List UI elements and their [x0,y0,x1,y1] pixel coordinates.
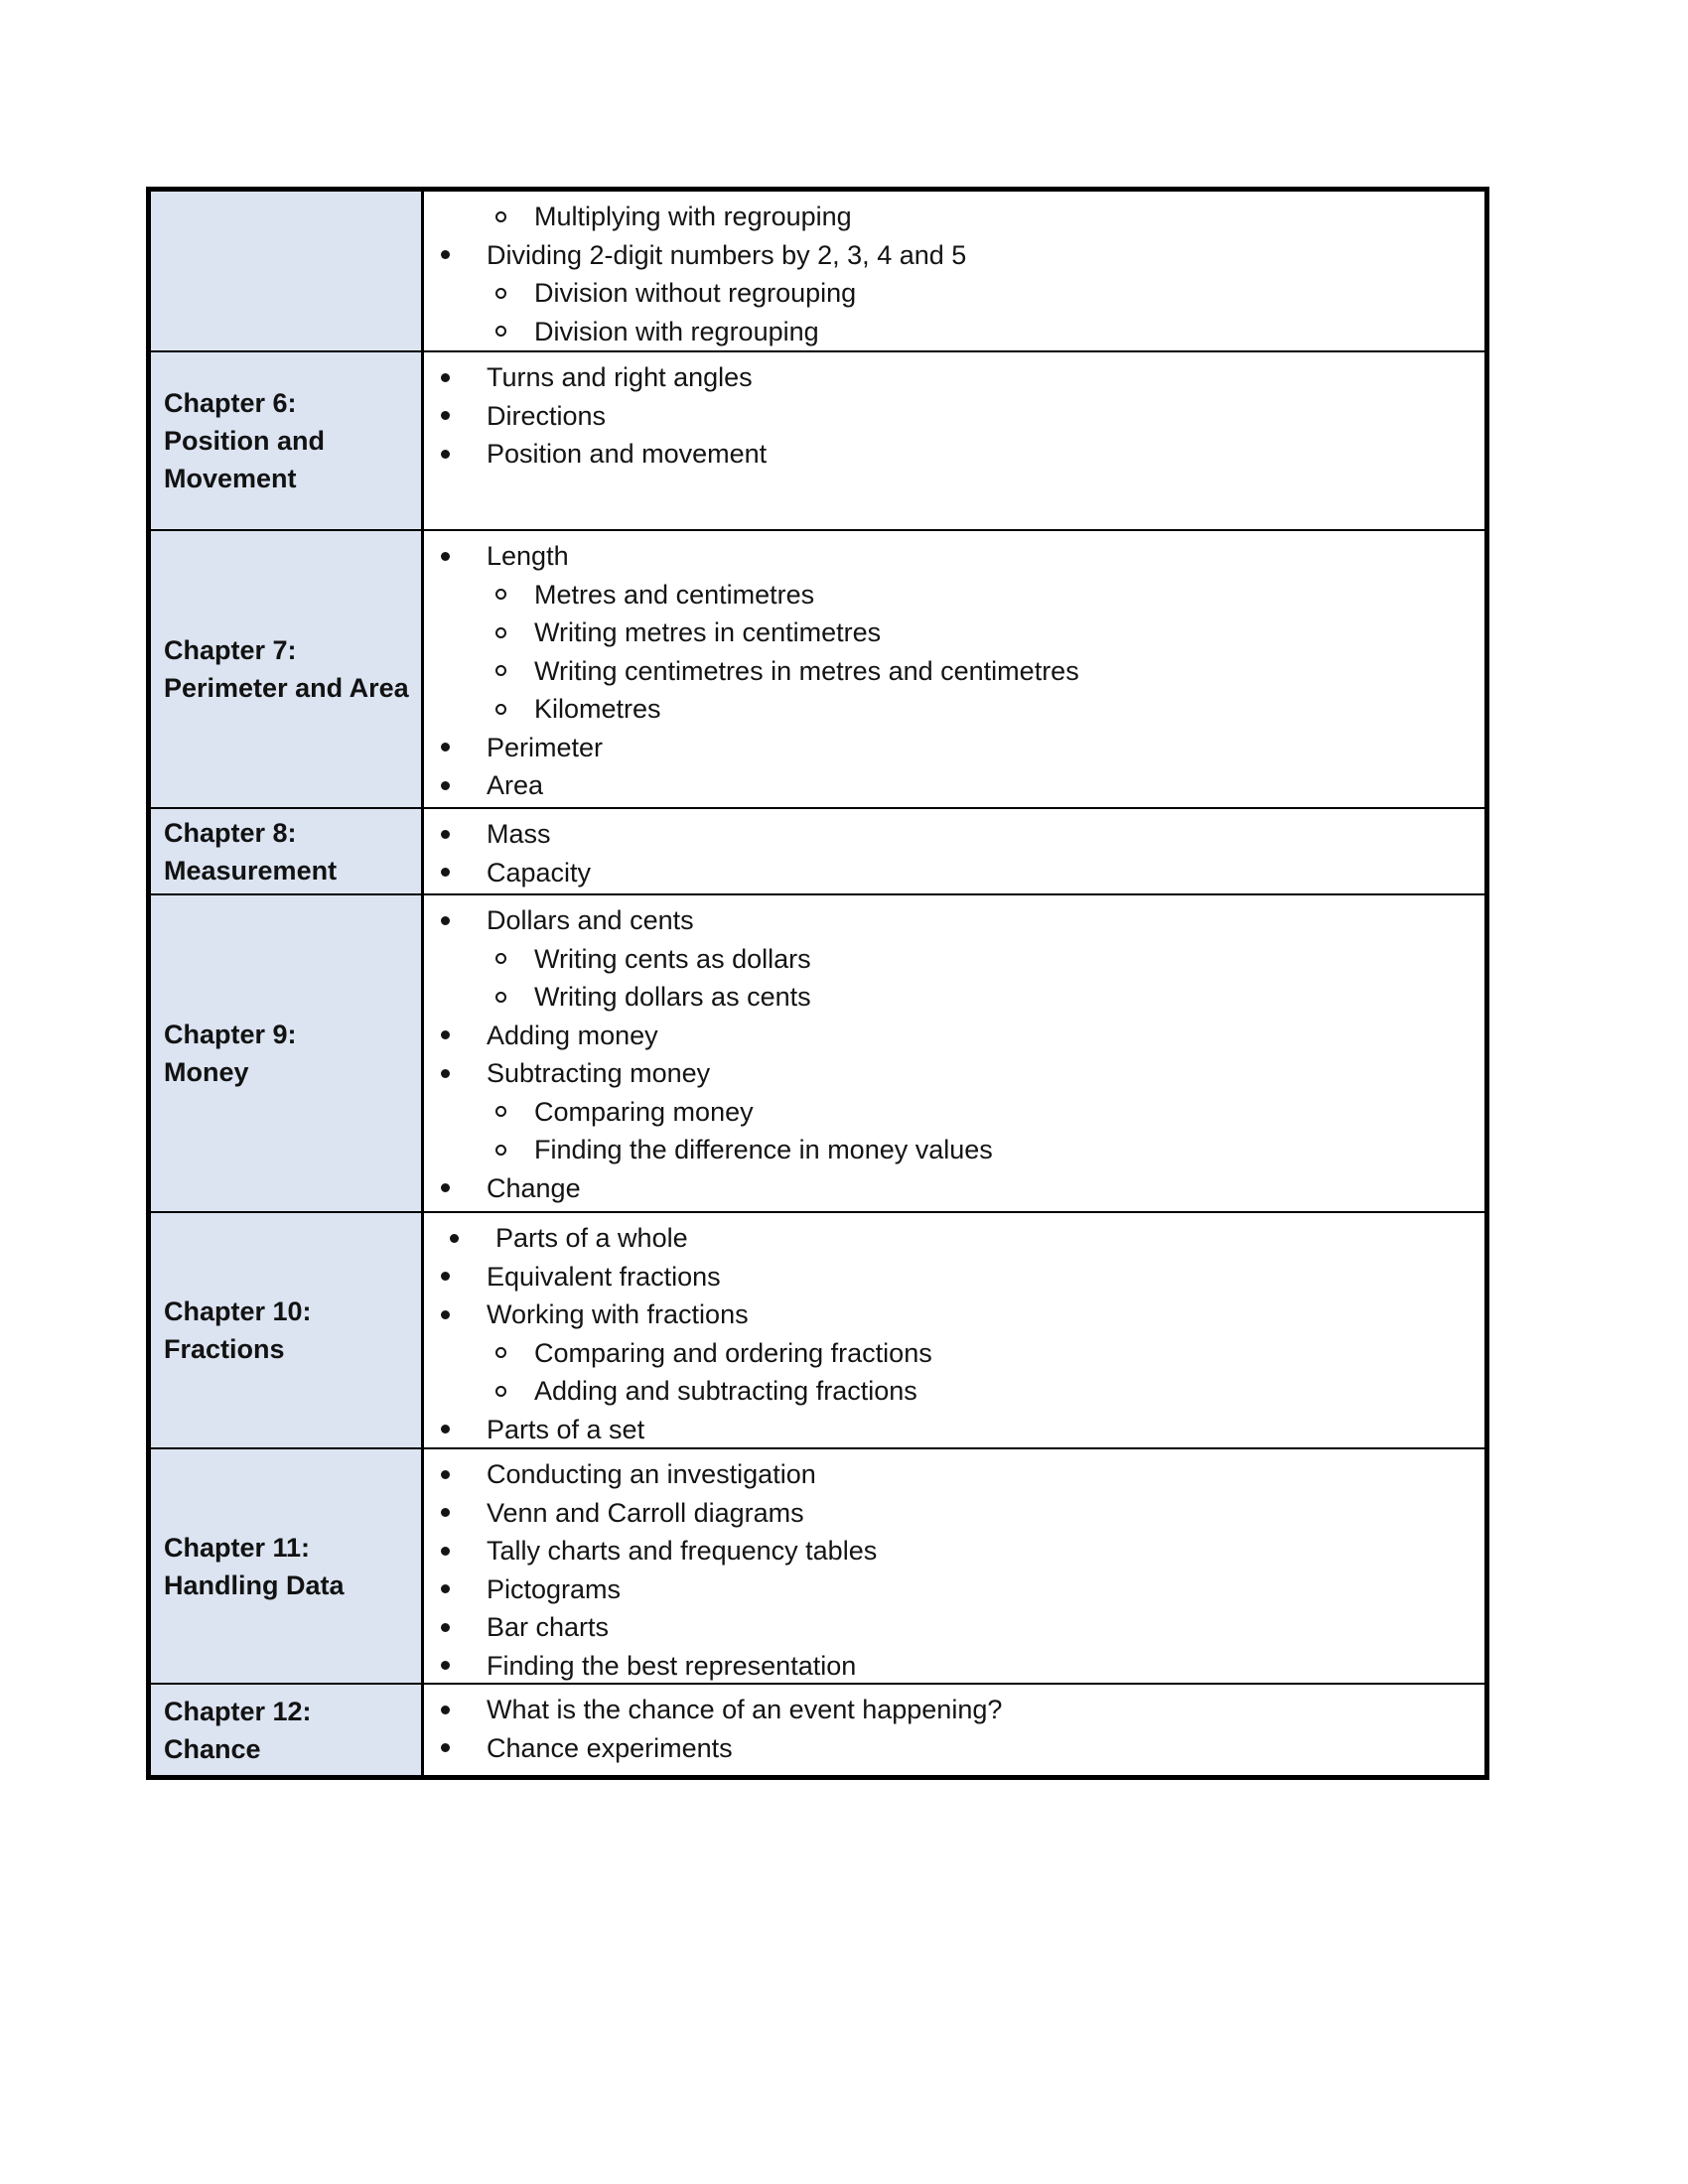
chapter-cell [151,809,424,893]
table-row [151,807,1484,893]
topic-item [424,766,1475,805]
table-row [151,192,1484,350]
topic-item [424,1017,1475,1055]
topic-text: Equivalent fractions [487,1261,721,1292]
topic-item [424,397,1475,436]
topic-text: Parts of a set [487,1414,645,1444]
chapter-cell [151,895,424,1211]
bullet-circle-icon [495,1131,534,1169]
topic-text: Directions [487,400,607,431]
topic-text: Writing centimetres in metres and centimetres [534,655,1079,686]
topic-item [424,274,1475,313]
topic-text: Subtracting money [487,1058,711,1088]
topic-text: Change [487,1172,581,1203]
chapter-number: Chapter 12: [164,1696,312,1726]
topic-text: What is the chance of an event happening? [487,1695,1003,1724]
bullet-circle-icon [495,1372,534,1411]
bullet-dot-icon [441,358,487,397]
bullet-dot-icon [441,1455,487,1494]
topic-item [424,1334,1475,1373]
bullet-dot-icon [441,537,487,576]
topic-item [424,1296,1475,1334]
chapter-title: Money [164,1057,249,1087]
topic-text: Finding the difference in money values [534,1135,993,1164]
chapter-title: Fractions [164,1334,285,1364]
chapter-title: Handling Data [164,1570,345,1600]
topic-text: Venn and Carroll diagrams [487,1497,804,1528]
bullet-dot-icon [441,1532,487,1570]
bullet-dot-icon [441,1691,487,1729]
bullet-dot-icon [441,1494,487,1533]
topic-item [424,358,1475,397]
topic-item [424,901,1475,940]
chapter-cell [151,1449,424,1683]
topic-text: Conducting an investigation [487,1459,816,1489]
topic-item [424,614,1475,652]
topic-item [424,815,1475,854]
chapter-number: Chapter 8: [164,817,297,848]
topic-item [424,1647,1475,1684]
topic-item [424,1054,1475,1093]
topic-text: Adding money [487,1020,658,1050]
topic-text: Capacity [487,857,592,887]
topic-text: Adding and subtracting fractions [534,1376,917,1406]
topic-text: Dollars and cents [487,905,694,935]
bullet-dot-icon [441,1570,487,1609]
topic-text: Tally charts and frequency tables [487,1536,878,1566]
topic-item [424,1691,1475,1729]
table-row [151,529,1484,807]
bullet-circle-icon [495,940,534,979]
topic-text: Kilometres [534,694,661,724]
chapter-cell [151,531,424,807]
topic-text: Division with regrouping [534,316,819,346]
bullet-dot-icon [441,397,487,436]
topics-cell [424,1449,1484,1683]
topic-text: Dividing 2-digit numbers by 2, 3, 4 and 5 [487,239,967,270]
topic-item [424,435,1475,474]
topics-cell [424,809,1484,893]
chapter-number: Chapter 7: [164,635,297,665]
topic-item [424,1455,1475,1494]
bullet-dot-icon [441,1608,487,1647]
bullet-dot-icon [441,1296,487,1334]
chapter-title: Position and Movement [164,426,325,493]
topics-cell [424,895,1484,1211]
bullet-circle-icon [495,614,534,652]
topic-text: Finding the best representation [487,1650,857,1681]
topic-item [424,729,1475,767]
bullet-dot-icon [450,1219,495,1258]
chapter-cell [151,352,424,529]
topic-text: Area [487,770,544,800]
bullet-circle-icon [495,1334,534,1373]
topic-text: Writing metres in centimetres [534,617,882,647]
topic-item [424,1093,1475,1132]
topic-text: Writing dollars as cents [534,982,811,1012]
chapter-number: Chapter 10: [164,1297,312,1326]
topic-text: Working with fractions [487,1299,749,1329]
topic-item [424,1570,1475,1609]
topic-text: Turns and right angles [487,362,753,392]
topic-item [424,1411,1475,1448]
topic-text: Pictograms [487,1573,622,1604]
table-row [151,350,1484,529]
bullet-dot-icon [441,901,487,940]
bullet-dot-icon [441,1647,487,1684]
topic-item [424,236,1475,275]
topic-item [424,1169,1475,1208]
bullet-circle-icon [495,978,534,1017]
bullet-dot-icon [441,1054,487,1093]
topic-item [424,978,1475,1017]
chapter-title: Chance [164,1733,261,1764]
bullet-dot-icon [441,1729,487,1768]
topic-item [424,1494,1475,1533]
table-row [151,1447,1484,1683]
topic-item [424,652,1475,691]
bullet-dot-icon [441,236,487,275]
topics-cell [424,352,1484,529]
bullet-dot-icon [441,1017,487,1055]
topics-cell [424,1213,1484,1447]
bullet-circle-icon [495,652,534,691]
bullet-dot-icon [441,1258,487,1297]
table-row [151,1683,1484,1775]
topics-cell [424,192,1484,350]
topic-text: Division without regrouping [534,278,857,308]
topic-item [424,537,1475,576]
bullet-dot-icon [441,1411,487,1448]
table-row [151,893,1484,1211]
chapter-title: Measurement [164,855,338,886]
topics-cell [424,1685,1484,1775]
chapter-number: Chapter 6: [164,388,297,418]
topic-item [424,1532,1475,1570]
topic-text: Multiplying with regrouping [534,202,852,231]
chapter-cell [151,1685,424,1775]
chapter-title: Perimeter and Area [164,673,409,703]
topic-text: Writing cents as dollars [534,943,811,974]
topic-item [424,1258,1475,1297]
bullet-dot-icon [441,766,487,805]
topic-text: Mass [487,819,551,849]
bullet-dot-icon [441,435,487,474]
topics-cell [424,531,1484,807]
bullet-circle-icon [495,690,534,729]
topic-item [424,1372,1475,1411]
chapter-cell [151,1213,424,1447]
topic-text: Perimeter [487,732,604,762]
topic-item [424,198,1475,236]
topic-item [424,1608,1475,1647]
chapter-number: Chapter 11: [164,1532,311,1563]
topic-text: Metres and centimetres [534,579,815,610]
topic-text: Comparing money [534,1096,754,1127]
topic-item [424,576,1475,614]
chapter-cell [151,192,424,350]
topic-text: Comparing and ordering fractions [534,1337,932,1368]
bullet-circle-icon [495,274,534,313]
topic-item [424,940,1475,979]
bullet-dot-icon [441,1169,487,1208]
bullet-dot-icon [441,815,487,854]
topic-text: Parts of a whole [495,1223,688,1253]
bullet-circle-icon [495,1093,534,1132]
bullet-circle-icon [495,313,534,351]
topic-text: Chance experiments [487,1732,733,1763]
chapter-number: Chapter 9: [164,1020,297,1049]
bullet-circle-icon [495,576,534,614]
bullet-dot-icon [441,729,487,767]
topic-text: Bar charts [487,1612,610,1642]
topic-item [424,1219,1475,1258]
table-row [151,1211,1484,1447]
bullet-circle-icon [495,198,534,236]
topic-text: Position and movement [487,439,768,469]
curriculum-table [146,187,1489,1780]
topic-item [424,1729,1475,1768]
topic-item [424,854,1475,892]
topic-item [424,313,1475,351]
bullet-dot-icon [441,854,487,892]
topic-item [424,1131,1475,1169]
topic-text: Length [487,541,569,571]
topic-item [424,690,1475,729]
